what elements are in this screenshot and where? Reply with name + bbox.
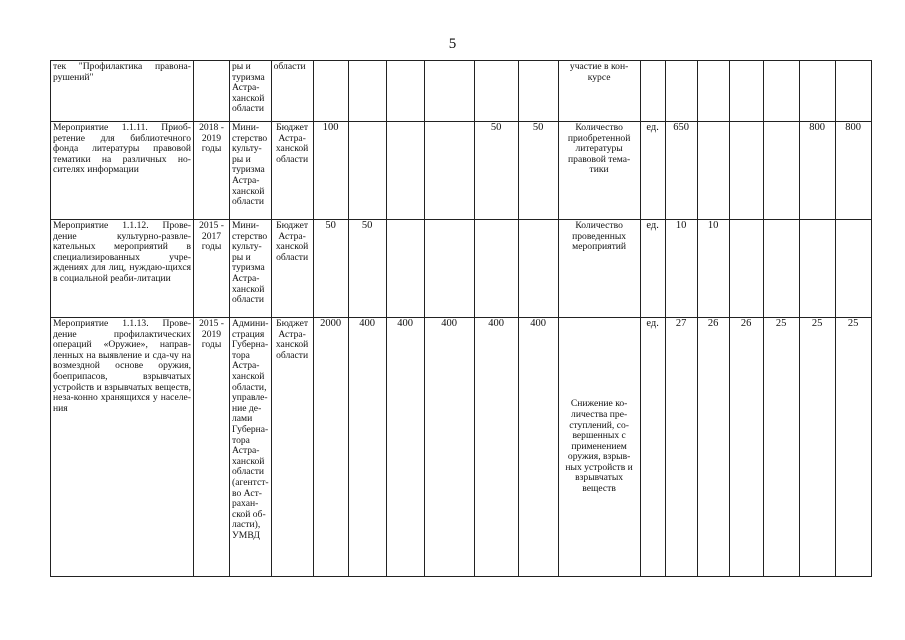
indicator-value: 800	[835, 122, 871, 220]
funding-2015: 400	[348, 318, 386, 577]
funding-2019: 50	[518, 122, 558, 220]
unit-cell: ед.	[640, 318, 665, 577]
funding-2019: 400	[518, 318, 558, 577]
indicator-name: Снижение ко-личества пре-ступлений, со-вершенных с применением оружия, взрыв-ных устройств и взрывчатых веществ	[558, 318, 640, 577]
table-row	[51, 122, 872, 220]
indicator-value	[799, 61, 835, 122]
indicator-value	[763, 61, 799, 122]
indicator-value	[835, 220, 871, 318]
funding-2015	[348, 122, 386, 220]
funding-2016: 400	[386, 318, 424, 577]
funding-2015: 50	[348, 220, 386, 318]
executor-cell: Мини-стерство культу-ры и туризма Астра-ханской области	[230, 220, 272, 318]
funding-source-cell: области	[271, 61, 313, 122]
indicator-value	[763, 122, 799, 220]
funding-2016	[386, 220, 424, 318]
funding-2017	[424, 122, 474, 220]
funding-2019	[518, 61, 558, 122]
funding-2017	[424, 61, 474, 122]
indicator-value: 25	[835, 318, 871, 577]
indicator-value: 25	[763, 318, 799, 577]
indicator-value	[729, 61, 763, 122]
funding-2016	[386, 122, 424, 220]
indicator-value: 26	[729, 318, 763, 577]
activity-name: Мероприятие 1.1.11. Приоб-ретение для библиотечного фонда литературы правовой тематики на различных но-сителях информации	[51, 122, 194, 220]
program-table	[50, 60, 872, 577]
table-row	[51, 61, 872, 122]
funding-total: 50	[313, 220, 348, 318]
funding-2018	[474, 61, 518, 122]
funding-2018: 50	[474, 122, 518, 220]
unit-cell: ед.	[640, 122, 665, 220]
indicator-value: 27	[665, 318, 697, 577]
indicator-value: 25	[799, 318, 835, 577]
page-number: 5	[448, 36, 457, 52]
activity-name: Мероприятие 1.1.13. Прове-дение профилактических операций «Оружие», направ-ленных на выявление и сда-чу на возмездной основе оружия, боеприпасов, взрывчатых устройств и взрывчатых веществ, неза-конно хранящихся у населе-ния	[51, 318, 194, 577]
indicator-value	[729, 220, 763, 318]
unit-cell	[640, 61, 665, 122]
indicator-name: Количество проведенных мероприятий	[558, 220, 640, 318]
indicator-name: Количество приобретенной литературы правовой тема-тики	[558, 122, 640, 220]
period-cell	[194, 61, 230, 122]
period-cell: 2015 - 2019 годы	[194, 318, 230, 577]
indicator-value	[835, 61, 871, 122]
indicator-value	[763, 220, 799, 318]
unit-cell: ед.	[640, 220, 665, 318]
funding-source-cell: Бюджет Астра-ханской области	[271, 220, 313, 318]
indicator-value: 800	[799, 122, 835, 220]
funding-total: 2000	[313, 318, 348, 577]
funding-2019	[518, 220, 558, 318]
table-row	[51, 318, 872, 577]
funding-2015	[348, 61, 386, 122]
indicator-value: 26	[697, 318, 729, 577]
indicator-value	[697, 61, 729, 122]
activity-name: Мероприятие 1.1.12. Прове-дение культурно-развле-кательных мероприятий в специализированных учре-ждениях для лиц, нуждаю-щихся в социальной реаби-литации	[51, 220, 194, 318]
funding-source-cell: Бюджет Астра-ханской области	[271, 318, 313, 577]
funding-2016	[386, 61, 424, 122]
indicator-name: участие в кон-курсе	[558, 61, 640, 122]
funding-2018	[474, 220, 518, 318]
table-row	[51, 220, 872, 318]
funding-2018: 400	[474, 318, 518, 577]
indicator-value: 650	[665, 122, 697, 220]
indicator-value: 10	[665, 220, 697, 318]
period-cell: 2018 - 2019 годы	[194, 122, 230, 220]
indicator-value: 10	[697, 220, 729, 318]
executor-cell: Мини-стерство культу-ры и туризма Астра-ханской области	[230, 122, 272, 220]
funding-source-cell: Бюджет Астра-ханской области	[271, 122, 313, 220]
indicator-value	[729, 122, 763, 220]
indicator-value	[799, 220, 835, 318]
funding-2017: 400	[424, 318, 474, 577]
period-cell: 2015 - 2017 годы	[194, 220, 230, 318]
indicator-value	[697, 122, 729, 220]
indicator-value	[665, 61, 697, 122]
activity-name: тек "Профилактика правона-рушений"	[51, 61, 194, 122]
funding-total: 100	[313, 122, 348, 220]
executor-cell: ры и туризма Астра-ханской области	[230, 61, 272, 122]
funding-2017	[424, 220, 474, 318]
executor-cell: Админи-страция Губерна-тора Астра-ханской области, управле-ние де-лами Губерна-тора Астра-ханской области (агентст-во Аст-рахан-ской об-ласти), УМВД	[230, 318, 272, 577]
funding-total	[313, 61, 348, 122]
